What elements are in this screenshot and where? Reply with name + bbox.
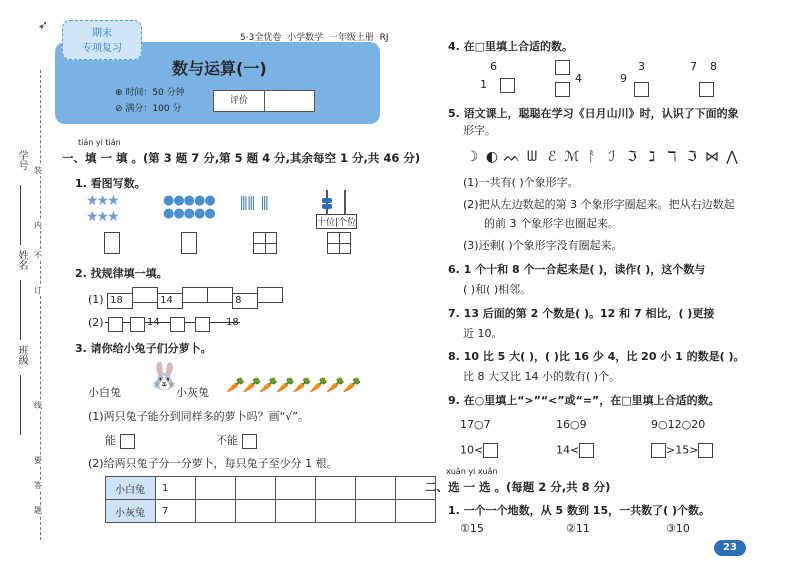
dec-num: 6 <box>490 60 497 73</box>
pictograph-row <box>462 146 742 165</box>
nl-box[interactable] <box>108 314 123 333</box>
nl-box[interactable] <box>130 314 145 333</box>
dec-box[interactable] <box>555 82 570 97</box>
dec-num: 8 <box>710 60 717 73</box>
compare-6 <box>651 443 713 458</box>
compare-5 <box>556 443 594 458</box>
table-cell[interactable] <box>356 477 396 500</box>
q2a-cell[interactable]: 8 <box>232 293 258 309</box>
q5-line1: 5. 语文课上，聪聪在学习《日月山川》时，认识了下面的象 <box>448 107 739 120</box>
time-text: 时间：50 分钟 <box>125 88 185 98</box>
q2a-row <box>88 287 282 309</box>
section1-pinyin: tián yi tián <box>78 138 121 147</box>
section1-heading: 一、填 一 填 。(第 3 题 7 分,第 5 题 4 分,其余每空 1 分,共 46 分) <box>62 151 421 165</box>
answer-box-abacus[interactable] <box>327 232 351 254</box>
seal-char: 要 <box>34 456 42 465</box>
sticks-picture <box>240 194 268 215</box>
dec-num: 7 <box>690 60 697 73</box>
table-cell[interactable] <box>236 500 276 523</box>
pictograph-icon: ⋈ <box>705 149 719 165</box>
dec-num: 9 <box>620 72 627 85</box>
evaluation-box <box>213 90 315 112</box>
q5a-text: (1)一共有( )个象形字。 <box>463 176 579 189</box>
series: 5·3全优卷 <box>240 33 282 43</box>
table-cell[interactable] <box>236 477 276 500</box>
option-3[interactable]: ③10 <box>666 522 690 535</box>
drops-picture <box>163 194 215 220</box>
decompose-1 <box>475 60 535 96</box>
page-number: 23 <box>714 540 746 556</box>
dec-box[interactable] <box>500 78 515 93</box>
compare-4-text: 10< <box>460 443 484 457</box>
table-cell[interactable] <box>196 477 236 500</box>
tag-line2: 专项复习 <box>82 43 122 54</box>
carrot-table <box>105 476 436 523</box>
page-title: 数与运算(一) <box>172 59 267 78</box>
carrots-picture <box>226 376 359 394</box>
option-2[interactable]: ②11 <box>566 522 590 535</box>
pictograph-icon: ᚨ <box>587 149 597 165</box>
seal-char: 线 <box>34 401 42 410</box>
q2a-label: (1) <box>88 293 104 306</box>
pictograph-icon: ℑ <box>627 149 637 165</box>
student-number-line <box>20 185 21 245</box>
rabbit-icon: 🐰 <box>148 362 181 392</box>
compare-box[interactable] <box>698 443 713 458</box>
series-line <box>240 30 388 43</box>
q2b-label: (2) <box>88 316 104 329</box>
tag-line1: 期末 <box>92 28 112 39</box>
nl-value: 18 <box>226 317 239 328</box>
table-cell[interactable] <box>396 500 436 523</box>
q3b-text: (2)给两只兔子分一分萝卜，每只兔子至少分 1 根。 <box>88 457 338 470</box>
star-icon: ★★★ <box>86 209 118 225</box>
q5-line2: 形字。 <box>463 124 496 137</box>
table-cell[interactable] <box>276 500 316 523</box>
clock-icon: ⊕ <box>115 88 123 98</box>
time-info <box>115 85 185 98</box>
drop-icon: ●●●●● <box>163 193 215 208</box>
compare-box[interactable] <box>651 443 666 458</box>
table-cell[interactable] <box>356 500 396 523</box>
q6-line2: ( )和( )相邻。 <box>463 283 532 296</box>
cannot-checkbox[interactable] <box>242 434 257 449</box>
pictograph-icon: ℑ <box>687 149 697 165</box>
section2-pinyin: xuǎn yi xuǎn <box>446 467 498 476</box>
q2a-cell[interactable] <box>182 287 208 303</box>
nl-value: 14 <box>147 317 160 328</box>
q7-line2: 近 10。 <box>463 327 503 340</box>
name-line <box>20 280 21 340</box>
compare-2[interactable]: 16○9 <box>556 418 587 431</box>
decompose-4 <box>685 60 745 96</box>
decompose-2 <box>555 60 615 96</box>
drop-icon: ●●●●● <box>163 206 215 221</box>
answer-box-drops[interactable] <box>181 232 197 254</box>
compare-box[interactable] <box>483 443 498 458</box>
pictograph-icon: ᗯ <box>526 149 538 165</box>
q9-text: 9. 在○里填上“>”“<”或“=”，在□里填上合适的数。 <box>448 394 720 407</box>
nl-box[interactable] <box>170 314 185 333</box>
s2q1-text: 1. 一个一个地数，从 5 数到 15，一共数了( )个数。 <box>448 504 710 517</box>
option-1[interactable]: ①15 <box>460 522 484 535</box>
compare-4 <box>460 443 498 458</box>
can-label: 能 <box>105 434 116 447</box>
dec-num: 4 <box>575 72 582 85</box>
seal-char: 题 <box>34 506 42 515</box>
q3a-text: (1)两只兔子能分到同样多的萝卜吗？画“√”。 <box>88 410 309 423</box>
grey-rabbit-label: 小灰兔 <box>176 386 209 399</box>
dec-box[interactable] <box>555 60 570 75</box>
star-icon: ★★★ <box>86 193 118 209</box>
pictograph-icon: ℳ <box>564 149 580 165</box>
table-row <box>106 477 436 500</box>
pictograph-icon: ◐ <box>485 149 499 165</box>
seal-char: 装 <box>34 166 42 175</box>
q6-line1: 6. 1 个十和 8 个一合起来是( )，读作( )，这个数与 <box>448 263 706 276</box>
q2-text: 2. 找规律填一填。 <box>75 267 168 280</box>
compare-1[interactable]: 17○7 <box>460 418 491 431</box>
q2a-cell[interactable]: 14 <box>157 293 183 309</box>
bundle-icon: ⫴ <box>260 194 269 215</box>
compare-box[interactable] <box>579 443 594 458</box>
can-checkbox[interactable] <box>120 434 135 449</box>
seal-char: 内 <box>34 221 42 230</box>
pictograph-icon: ℸ <box>667 149 677 165</box>
section2-heading: 二、选 一 选 。(每题 2 分,共 8 分) <box>425 480 611 494</box>
class-line <box>20 375 21 435</box>
table-row <box>106 500 436 523</box>
ones-label: 个位 <box>338 218 357 228</box>
grade: 一年级上册 <box>328 33 374 43</box>
review-tag <box>62 20 142 60</box>
q2a-cell[interactable] <box>207 287 233 303</box>
evaluation-label: 评价 <box>214 91 265 111</box>
pictograph-icon: ℷ <box>648 149 656 165</box>
decompose-3 <box>620 60 680 96</box>
row-label: 小灰兔 <box>106 500 156 523</box>
pictograph-icon: ℰ <box>547 149 557 165</box>
class-label: 班级 <box>16 345 27 365</box>
answer-box-sticks[interactable] <box>253 232 277 254</box>
q8-line1: 8. 10 比 5 大( )，( )比 16 少 4，比 20 小 1 的数是( )。 <box>448 350 745 363</box>
table-cell[interactable] <box>316 477 356 500</box>
student-number-label: 学号 <box>16 150 27 170</box>
can-option <box>105 432 135 449</box>
q8-line2: 比 8 大又比 14 小的数有( )个。 <box>463 370 621 383</box>
bundle-icon: ⫴⫴ <box>240 194 256 215</box>
compare-5-text: 14< <box>556 443 580 457</box>
q5b-line1: (2)把从左边数起的第 3 个象形字圈起来。把从右边数起 <box>463 198 735 211</box>
compare-3[interactable]: 9○12○20 <box>651 418 706 431</box>
pictograph-icon: ℐ <box>608 149 616 165</box>
dec-num: 3 <box>638 60 645 73</box>
rocket-icon: ➶ <box>38 18 49 32</box>
seal-char: 订 <box>34 286 42 295</box>
q3-text: 3. 请你给小兔子们分萝卜。 <box>75 342 212 355</box>
edition: RJ <box>379 33 389 43</box>
pictograph-icon: ᨓ <box>503 149 521 165</box>
cut-line <box>40 70 41 540</box>
seal-char: 不 <box>34 251 42 260</box>
q5c-text: (3)还剩( )个象形字没有圈起来。 <box>463 239 623 252</box>
subject: 小学数学 <box>287 33 324 43</box>
table-cell[interactable] <box>276 477 316 500</box>
binding-margin <box>0 0 52 566</box>
pictograph-icon: ⋀ <box>726 149 738 165</box>
table-cell[interactable]: 7 <box>156 500 196 523</box>
dec-box[interactable] <box>699 82 714 97</box>
seal-char: 答 <box>34 481 42 490</box>
nl-box[interactable] <box>195 314 210 333</box>
tens-label: 十位 <box>317 218 336 228</box>
check-icon: ⊘ <box>115 104 123 114</box>
carrot-icon: 🥕🥕🥕🥕🥕🥕🥕🥕 <box>226 376 360 394</box>
q1-text: 1. 看图写数。 <box>75 177 146 190</box>
table-cell[interactable] <box>316 500 356 523</box>
name-label: 姓名 <box>16 250 27 270</box>
q2a-cell[interactable] <box>257 287 283 303</box>
dec-num: 1 <box>480 78 487 91</box>
compare-6-text: >15> <box>666 443 699 457</box>
q4-text: 4. 在□里填上合适的数。 <box>448 40 574 53</box>
row-label: 小白兔 <box>106 477 156 500</box>
q2a-cell[interactable]: 18 <box>107 293 133 309</box>
q5b-line2: 的前 3 个象形字也圈起来。 <box>484 217 619 230</box>
answer-box-stars[interactable] <box>104 232 120 254</box>
dec-box[interactable] <box>634 82 649 97</box>
table-cell[interactable]: 1 <box>156 477 196 500</box>
q2a-cell[interactable] <box>132 287 158 303</box>
cannot-label: 不能 <box>216 434 238 447</box>
stars-picture <box>86 193 118 225</box>
white-rabbit-label: 小白兔 <box>88 386 121 399</box>
abacus-picture: 十位|个位 <box>316 190 357 229</box>
score-info <box>115 101 181 114</box>
pictograph-icon: ☽ <box>465 149 479 165</box>
table-cell[interactable] <box>196 500 236 523</box>
score-text: 满分：100 分 <box>125 104 182 114</box>
q7-line1: 7. 13 后面的第 2 个数是( )。12 和 7 相比，( )更接 <box>448 307 715 320</box>
cannot-option <box>216 432 257 449</box>
